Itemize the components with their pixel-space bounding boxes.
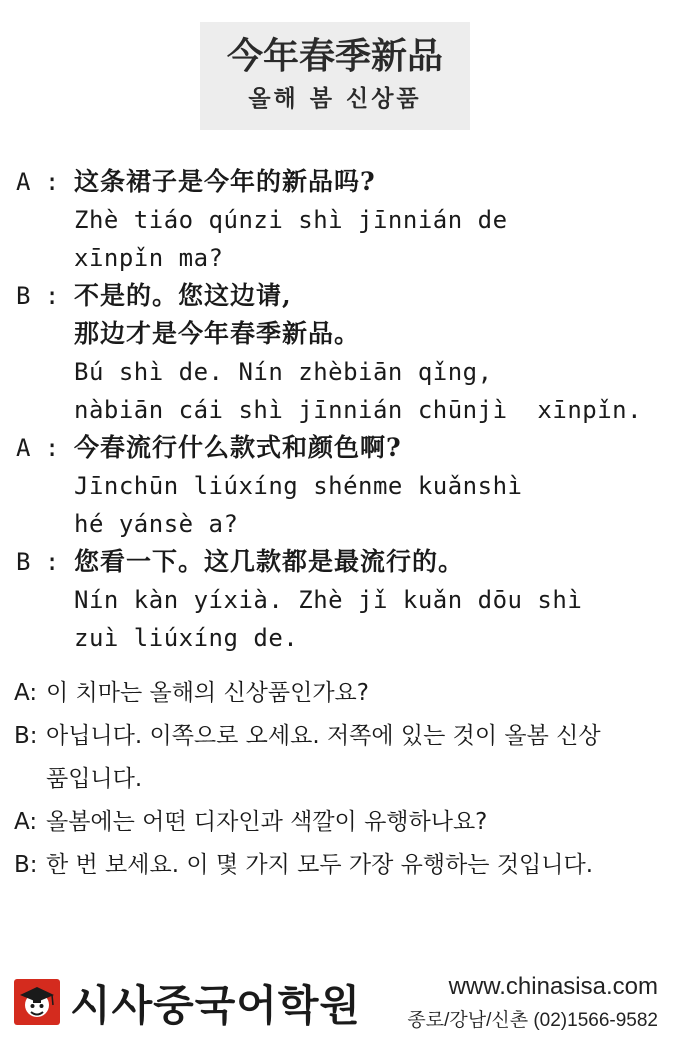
korean-text: 올봄에는 어떤 디자인과 색깔이 유행하나요? [46, 809, 488, 835]
pinyin-line: zuì liúxíng de. [74, 624, 299, 652]
korean-translation [14, 672, 670, 887]
pinyin-line: nàbiān cái shì jīnnián chūnjì xīnpǐn. [74, 396, 643, 424]
speaker-label: A: [14, 680, 38, 706]
korean-text: 이 치마는 올해의 신상품인가요? [46, 680, 369, 706]
speaker-label: A : [16, 168, 60, 196]
speaker-label: A: [14, 809, 38, 835]
pinyin-line: Jīnchūn liúxíng shénme kuǎnshì [74, 472, 523, 500]
translation-line [14, 801, 670, 844]
dialogue-turn [16, 163, 666, 277]
academy-brand-name: 시사중국어학원 [70, 981, 362, 1030]
pinyin-line: Zhè tiáo qúnzi shì jīnnián de [74, 206, 508, 234]
korean-text: 아닙니다. 이쪽으로 오세요. 저쪽에 있는 것이 올봄 신상 [46, 723, 601, 749]
title-korean: 올해 봄 신상품 [248, 86, 422, 112]
pinyin-line: hé yánsè a? [74, 510, 239, 538]
speaker-label: B: [14, 723, 38, 749]
chinese-line: 您看一下。这几款都是最流行的。 [74, 547, 465, 576]
dialogue-turn [16, 543, 666, 657]
speaker-label: B : [16, 548, 60, 576]
chinese-line: 那边才是今年春季新品。 [74, 319, 361, 348]
dialogue-turn [16, 429, 666, 543]
title-banner [200, 22, 470, 130]
translation-line [14, 844, 670, 887]
dialogue-turn [16, 277, 666, 429]
korean-text: 한 번 보세요. 이 몇 가지 모두 가장 유행하는 것입니다. [46, 852, 593, 878]
speaker-label: A : [16, 434, 60, 462]
korean-text: 품입니다. [46, 766, 143, 792]
footer [0, 965, 680, 1045]
chinese-line: 这条裙子是今年的新品吗? [74, 167, 376, 196]
pinyin-line: xīnpǐn ma? [74, 244, 224, 272]
chinese-dialogue [16, 163, 666, 657]
website-url[interactable]: www.chinasisa.com [448, 973, 658, 1000]
speaker-label: B : [16, 282, 60, 310]
graduate-mascot-icon [14, 979, 60, 1025]
pinyin-line: Nín kàn yíxià. Zhè jǐ kuǎn dōu shì [74, 586, 583, 614]
translation-line [14, 672, 670, 715]
chinese-line: 今春流行什么款式和颜色啊? [74, 433, 402, 462]
locations-phone: 종로/강남/신촌 (02)1566-9582 [407, 1010, 658, 1031]
title-chinese: 今年春季新品 [226, 35, 443, 77]
chinese-line: 不是的。您这边请, [74, 281, 292, 310]
translation-line [14, 715, 670, 801]
speaker-label: B: [14, 852, 38, 878]
pinyin-line: Bú shì de. Nín zhèbiān qǐng, [74, 358, 493, 386]
